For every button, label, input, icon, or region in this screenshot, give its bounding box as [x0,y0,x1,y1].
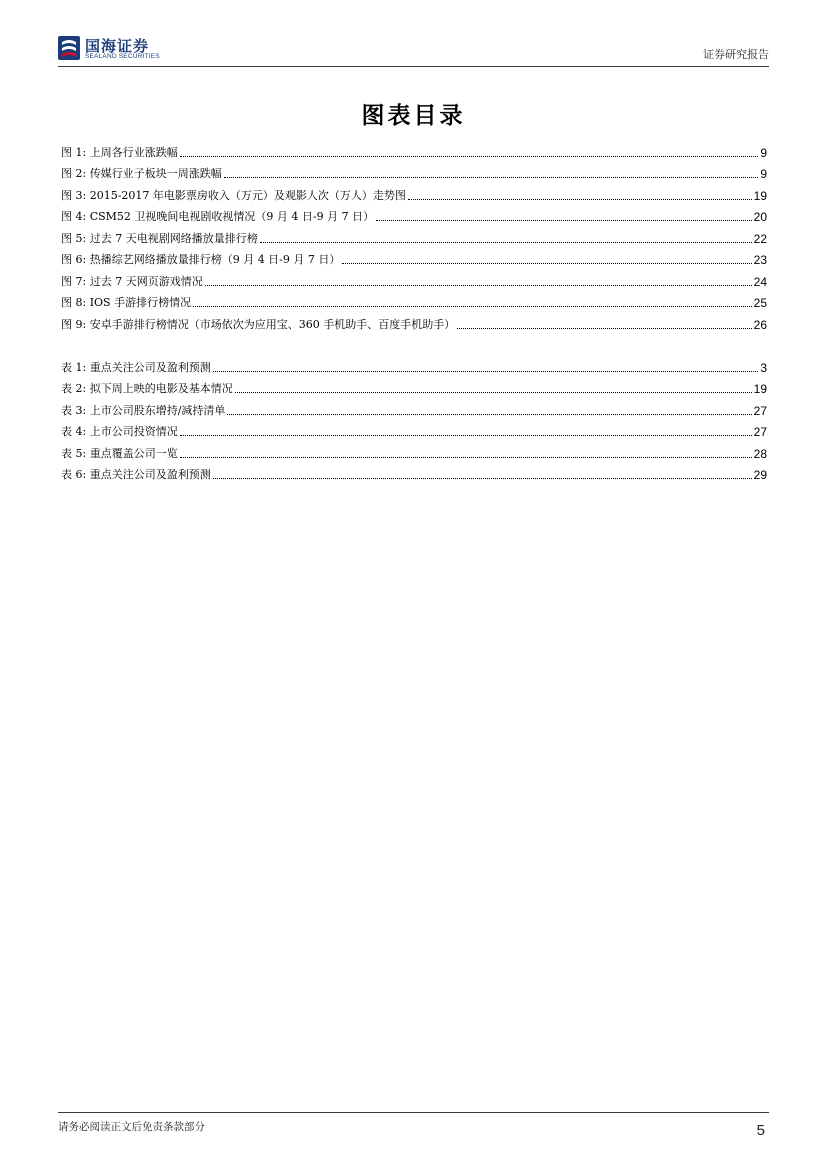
figure-list [61,138,767,332]
dot-leader [193,306,752,307]
entry-label: 图 6: 热播综艺网络播放量排行榜（9 月 4 日-9 月 7 日） [61,253,341,266]
dot-leader [260,242,752,243]
dot-leader [376,220,752,221]
entry-label: 图 8: IOS 手游排行榜情况 [61,296,192,309]
dot-leader [224,177,759,178]
entry-label: 表 4: 上市公司投资情况 [61,425,178,438]
figure-entry[interactable] [61,267,767,289]
header-divider [58,66,769,67]
entry-page: 9 [760,167,767,181]
entry-page: 23 [753,253,767,267]
dot-leader [227,414,751,415]
footer-divider [58,1112,769,1113]
entry-label: 图 7: 过去 7 天网页游戏情况 [61,274,203,288]
entry-page: 29 [753,468,767,482]
entry-page: 25 [753,296,767,310]
figure-entry[interactable] [61,160,767,182]
dot-leader [180,156,759,157]
entry-page: 26 [753,317,767,332]
figure-entry[interactable] [61,289,767,311]
table-entry[interactable] [61,396,767,418]
entry-page: 27 [753,425,767,439]
table-entry[interactable] [61,375,767,397]
page-number: 5 [756,1122,765,1139]
entry-label: 表 1: 重点关注公司及盈利预测 [61,360,211,374]
table-entry[interactable] [61,461,767,483]
dot-leader [213,478,752,479]
entry-label: 图 2: 传媒行业子板块一周涨跌幅 [61,167,222,180]
entry-label: 表 2: 拟下周上映的电影及基本情况 [61,382,233,395]
entry-page: 9 [760,145,767,160]
entry-page: 27 [753,403,767,418]
entry-page: 22 [753,231,767,246]
figure-entry[interactable] [61,224,767,246]
company-name-cn: 国海证券 [85,37,150,55]
sealand-logo-icon [58,36,80,60]
table-entry[interactable] [61,418,767,440]
figure-entry[interactable] [61,310,767,332]
entry-label: 表 5: 重点覆盖公司一览 [61,446,178,460]
toc-title: 图表目录 [361,102,466,129]
page-header [58,34,769,64]
company-name-en: SEALAND SECURITIES [85,53,160,60]
entry-page: 19 [753,382,767,396]
entry-label: 表 6: 重点关注公司及盈利预测 [61,468,211,481]
dot-leader [205,285,752,286]
entry-page: 3 [760,360,767,375]
report-type-label: 证券研究报告 [703,48,769,61]
figure-entry[interactable] [61,181,767,203]
entry-label: 图 5: 过去 7 天电视剧网络播放量排行榜 [61,231,258,245]
entry-label: 图 4: CSM52 卫视晚间电视剧收视情况（9 月 4 日-9 月 7 日） [61,210,375,223]
dot-leader [213,371,759,372]
company-logo [58,34,298,64]
dot-leader [457,328,751,329]
entry-label: 图 9: 安卓手游排行榜情况（市场依次为应用宝、360 手机助手、百度手机助手） [61,317,456,331]
figure-entry[interactable] [61,246,767,268]
disclaimer-note: 请务必阅读正文后免责条款部分 [58,1121,205,1133]
figure-entry[interactable] [61,138,767,160]
dot-leader [180,435,752,436]
entry-page: 20 [753,210,767,224]
entry-page: 19 [753,188,767,203]
figure-entry[interactable] [61,203,767,225]
table-list [61,353,767,482]
dot-leader [235,392,752,393]
table-entry[interactable] [61,353,767,375]
entry-label: 表 3: 上市公司股东增持/减持清单 [61,403,226,417]
dot-leader [408,199,752,200]
entry-page: 24 [753,274,767,289]
table-entry[interactable] [61,439,767,461]
entry-page: 28 [753,446,767,461]
entry-label: 图 1: 上周各行业涨跌幅 [61,145,178,159]
dot-leader [180,457,752,458]
entry-label: 图 3: 2015-2017 年电影票房收入（万元）及观影人次（万人）走势图 [61,188,406,202]
dot-leader [342,263,751,264]
